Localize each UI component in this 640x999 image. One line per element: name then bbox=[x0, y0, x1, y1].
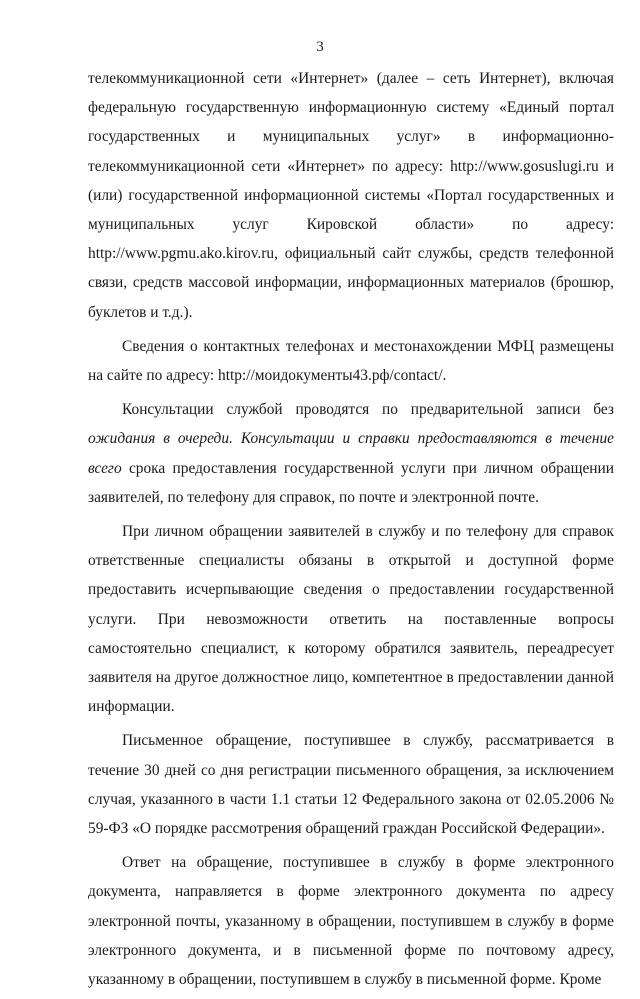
paragraph-mfc-contacts: Сведения о контактных телефонах и местонахождении МФЦ размещены на сайте по адресу: http://моидокументы43.рф/contact/. bbox=[88, 337, 614, 385]
paragraph-information-channels: телекоммуникационной сети «Интернет» (далее – сеть Интернет), включая федеральную государственную информационную систему «Единый портал государственных и муниципальных услуг» в информационно-телекоммуникационной сети «Интернет» по адресу: http://www.gosuslugi.ru и (или) государственной информационной системы «Портал государственных и муниципальных услуг Кировской области» по адресу: http://www.pgmu.ako.kirov.ru, официальный сайт службы, средств телефонной связи, средств массовой информации, информационных материалов (брошюр, буклетов и т.д.). bbox=[88, 70, 614, 321]
consultations-text-italic: ожидания в очереди. Консультации и справки предоставляются в течение всего bbox=[88, 430, 614, 477]
page-number: 3 bbox=[316, 39, 324, 55]
consultations-text-start: Консультации службой проводятся по предварительной записи без bbox=[122, 401, 614, 419]
paragraph-personal-appeal: При личном обращении заявителей в службу и по телефону для справок ответственные специалисты обязаны в открытой и доступной форме предоставить исчерпывающие сведения о предоставлении государственной услуги. При невозможности ответить на поставленные вопросы самостоятельно специалист, к которому обратился заявитель, переадресует заявителя на другое должностное лицо, компетентное в предоставлении данной информации. bbox=[88, 523, 614, 716]
paragraph-written-appeal: Письменное обращение, поступившее в службу, рассматривается в течение 30 дней со дня регистрации письменного обращения, за исключением случая, указанного в части 1.1 статьи 12 Федерального закона от 02.05.2006 № 59-ФЗ «О порядке рассмотрения обращений граждан Российской Федерации». bbox=[88, 732, 614, 838]
document-body bbox=[88, 64, 614, 999]
paragraph-electronic-reply: Ответ на обращение, поступившее в службу в форме электронного документа, направляется в форме электронного документа по адресу электронной почты, указанному в обращении, поступившем в службу в форме электронного документа, и в письменной форме по почтовому адресу, указанному в обращении, поступившем в службу в письменной форме. Кроме bbox=[88, 854, 614, 989]
consultations-text-end: срока предоставления государственной услуги при личном обращении заявителей, по телефону для справок, по почте и электронной почте. bbox=[88, 459, 614, 506]
paragraph-consultations bbox=[88, 395, 614, 512]
